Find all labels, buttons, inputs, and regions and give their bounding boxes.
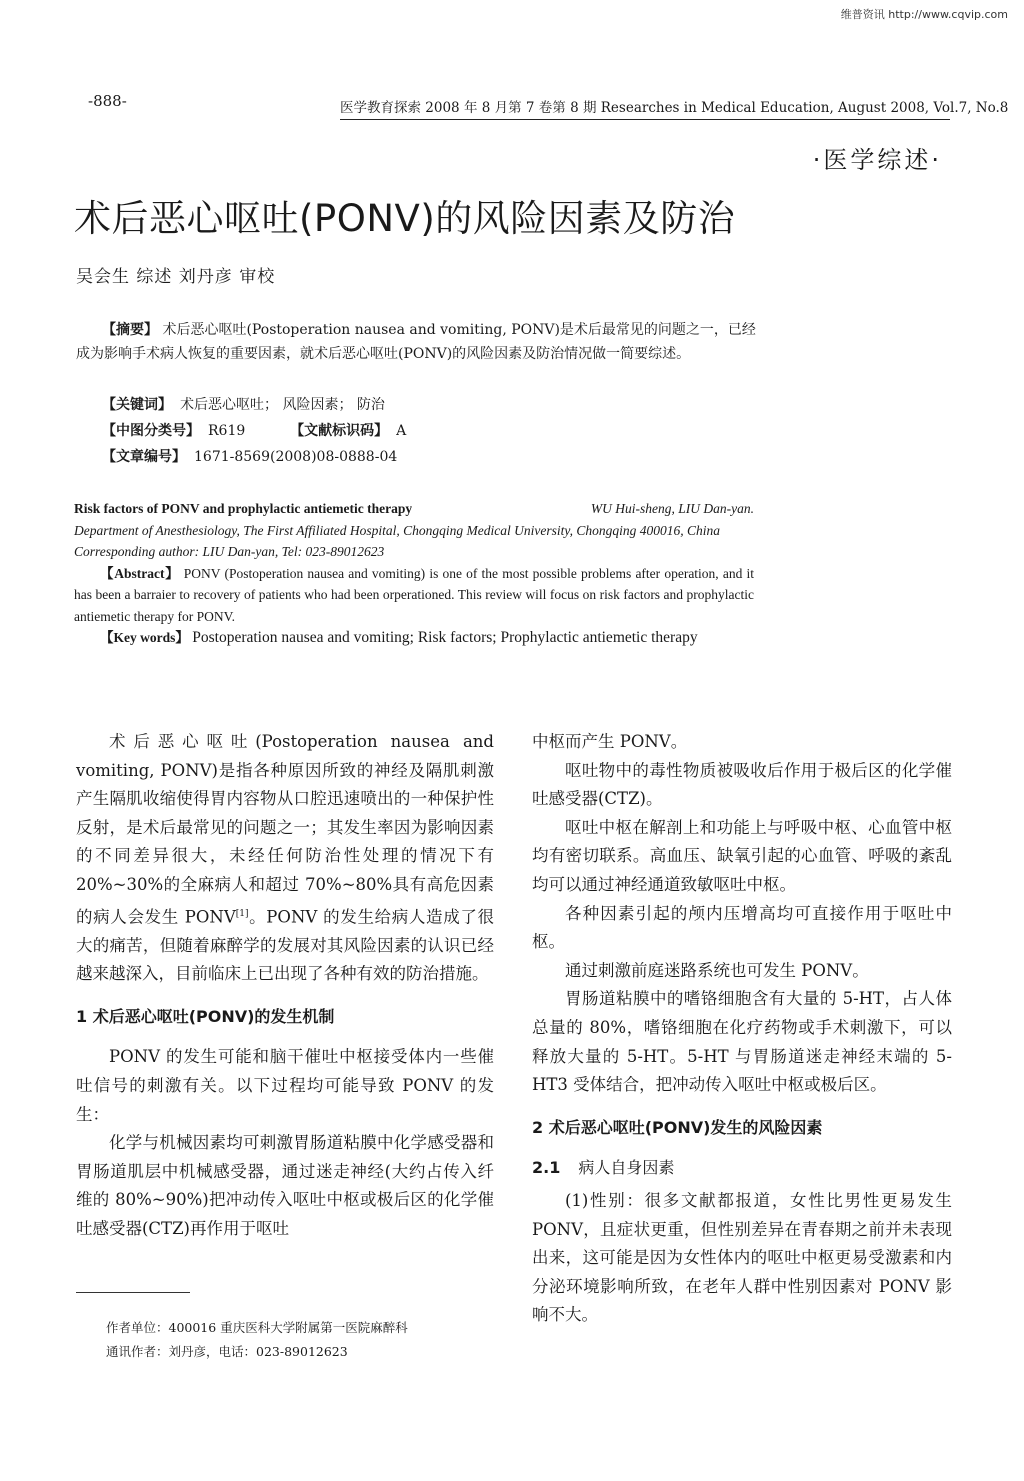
section-heading-1: 1 术后恶心呕吐(PONV)的发生机制 xyxy=(76,1006,335,1026)
serotonin-paragraph: 胃肠道粘膜中的嗜铬细胞含有大量的 5-HT，占人体总量的 80%，嗜铬细胞在化疗药物或手术刺激下，可以释放大量的 5-HT。5-HT 与胃肠道迷走神经末端的 5-HT3 受体结合，把冲动传入呕吐中枢或极后区。 xyxy=(532,989,952,1095)
english-authors: WU Hui-sheng, LIU Dan-yan. xyxy=(590,501,754,516)
article-number: 1671-8569(2008)08-0888-04 xyxy=(194,449,398,465)
article-number-row xyxy=(102,446,397,466)
english-abstract-text: PONV (Postoperation nausea and vomiting) is one of the most possible problems after operation, and it has been a barraier to recovery of patients who had been orperationed. This review will focus on risk factors and prophylactic antiemetic therapy for PONV. xyxy=(74,565,755,624)
english-keywords-label: 【Key words】 xyxy=(100,630,189,645)
footnote-divider xyxy=(76,1292,190,1293)
continued-paragraph: 中枢而产生 PONV。 xyxy=(532,732,688,751)
chemical-mechanical-paragraph: 化学与机械因素均可刺激胃肠道粘膜中化学感受器和胃肠道肌层中机械感受器，通过迷走神经(大约占传入纤维的 80%~90%)把冲动传入呕吐中枢或极后区的化学催吐感受器(CTZ)再作用于呕吐 xyxy=(76,1133,494,1238)
english-abstract-para xyxy=(74,563,754,628)
intracranial-paragraph: 各种因素引起的颅内压增高均可直接作用于呕吐中枢。 xyxy=(532,903,952,952)
citation-ref: [1] xyxy=(235,908,249,919)
article-number-label: 【文章编号】 xyxy=(102,449,186,465)
intro-paragraph xyxy=(76,728,494,989)
footnote-contact: 通讯作者：刘丹彦，电话：023-89012623 xyxy=(106,1344,348,1359)
intro-tail: 。PONV 的发生给病人造成了很大的痛苦，但随着麻醉学的发展对其风险因素的认识已经越来越深入，目前临床上已出现了各种有效的防治措施。 xyxy=(76,907,494,984)
body-left-column xyxy=(76,728,494,1244)
clc-code: R619 xyxy=(208,423,246,439)
gender-paragraph: (1)性别：很多文献都报道，女性比男性更易发生 PONV，且症状更重，但性别差异在青春期之前并未表现出来，这可能是因为女性体内的呕吐中枢更易受激素和内分泌环境影响所致，在老年人群中性别因素对 PONV 影响不大。 xyxy=(532,1190,952,1325)
toxin-paragraph: 呕吐物中的毒性物质被吸收后作用于极后区的化学催吐感受器(CTZ)。 xyxy=(532,760,952,809)
keywords: 术后恶心呕吐； 风险因素； 防治 xyxy=(180,397,385,413)
keywords-label: 【关键词】 xyxy=(102,397,172,413)
mechanism-paragraph: PONV 的发生可能和脑干催吐中枢接受体内一些催吐信号的刺激有关。以下过程均可能导致 PONV 的发生： xyxy=(76,1047,494,1124)
body-right-column xyxy=(532,728,952,1330)
authors: 吴会生 综述 刘丹彦 审校 xyxy=(76,267,276,287)
page-number: -888- xyxy=(88,92,127,110)
abstract-label: 【摘要】 xyxy=(102,322,158,338)
english-abstract xyxy=(74,498,754,649)
section-tag: ·医学综述· xyxy=(812,146,942,174)
footnote-affiliation: 作者单位：400016 重庆医科大学附属第一医院麻醉科 xyxy=(106,1320,408,1335)
english-affiliation: Department of Anesthesiology, The First Affiliated Hospital, Chongqing Medical University, Chongqing 400016, China xyxy=(74,522,720,538)
clc-label: 【中图分类号】 xyxy=(102,423,200,439)
doc-code-label: 【文献标识码】 xyxy=(290,423,389,439)
article-title: 术后恶心呕吐(PONV)的风险因素及防治 xyxy=(74,197,736,240)
keywords-row xyxy=(102,394,385,414)
section-heading-2: 2 术后恶心呕吐(PONV)发生的风险因素 xyxy=(532,1117,823,1137)
english-keywords-para xyxy=(74,627,754,649)
vomiting-center-paragraph: 呕吐中枢在解剖上和功能上与呼吸中枢、心血管中枢均有密切联系。高血压、缺氧引起的心血管、呼吸的紊乱均可以通过神经通道致敏呕吐中枢。 xyxy=(532,817,952,894)
chinese-abstract xyxy=(76,318,756,366)
intro-text: 术后恶心呕吐(Postoperation nausea and vomiting, PONV)是指各种原因所致的神经及隔肌刺激产生隔肌收缩使得胃内容物从口腔迅速喷出的一种保护性反射，是术后最常见的问题之一；其发生率因为影响因素的不同差异很大，未经任何防治性处理的情况下有 20%~30%的全麻病人和超过 70%~80%具有高危因素的病人会发生 PONV xyxy=(76,732,494,927)
vestibular-paragraph: 通过刺激前庭迷路系统也可发生 PONV。 xyxy=(565,960,869,980)
subsection-title: 病人自身因素 xyxy=(578,1158,675,1178)
english-title: Risk factors of PONV and prophylactic antiemetic therapy xyxy=(74,501,413,516)
english-abstract-label: 【Abstract】 xyxy=(100,565,180,581)
classification-row xyxy=(102,420,406,440)
subsection-number: 2.1 xyxy=(532,1158,561,1178)
running-header: 医学教育探索 2008 年 8 月第 7 卷第 8 期 Researches in Medical Education, August 2008, Vol.7, No.8 xyxy=(340,96,950,120)
abstract-text: 术后恶心呕吐(Postoperation nausea and vomiting, PONV)是术后最常见的问题之一，已经成为影响手术病人恢复的重要因素，就术后恶心呕吐(PONV)的风险因素及防治情况做一简要综述。 xyxy=(76,322,756,362)
doc-code: A xyxy=(396,423,407,439)
subsection-heading xyxy=(532,1154,952,1183)
english-keywords: Postoperation nausea and vomiting; Risk factors; Prophylactic antiemetic therapy xyxy=(192,629,698,646)
watermark: 维普资讯 http://www.cqvip.com xyxy=(840,8,1008,21)
corresponding-author: Corresponding author: LIU Dan-yan, Tel: 023-89012623 xyxy=(74,544,385,559)
